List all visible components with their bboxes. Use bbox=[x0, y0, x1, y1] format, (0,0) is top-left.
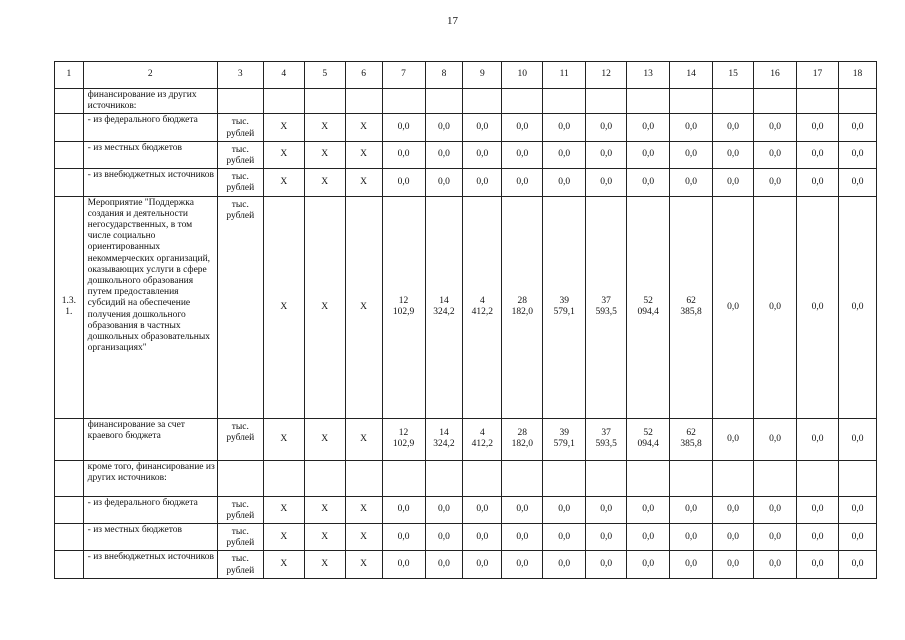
table-cell: 12 102,9 bbox=[382, 196, 425, 418]
column-header: 14 bbox=[670, 62, 713, 89]
table-cell: 0,0 bbox=[586, 114, 627, 141]
row-unit: тыс. рублей bbox=[217, 196, 263, 418]
table-cell: 28 182,0 bbox=[502, 418, 543, 460]
table-cell: 0,0 bbox=[382, 169, 425, 196]
table-cell: 0,0 bbox=[627, 496, 670, 523]
row-unit bbox=[217, 460, 263, 496]
column-header: 18 bbox=[839, 62, 877, 89]
row-number bbox=[55, 114, 84, 141]
table-cell: 0,0 bbox=[839, 114, 877, 141]
row-number bbox=[55, 496, 84, 523]
table-cell: 28 182,0 bbox=[502, 196, 543, 418]
table-row bbox=[55, 551, 877, 578]
table-cell: Х bbox=[345, 114, 382, 141]
table-cell: Х bbox=[263, 169, 304, 196]
table-cell: 0,0 bbox=[754, 496, 797, 523]
table-cell: Х bbox=[263, 418, 304, 460]
table-cell: 0,0 bbox=[713, 196, 754, 418]
table-cell: 0,0 bbox=[543, 496, 586, 523]
table-cell: 0,0 bbox=[670, 496, 713, 523]
column-header: 8 bbox=[425, 62, 463, 89]
table-cell: Х bbox=[304, 496, 345, 523]
table-cell: 0,0 bbox=[502, 551, 543, 578]
table-cell: Х bbox=[345, 196, 382, 418]
column-header: 3 bbox=[217, 62, 263, 89]
table-cell: Х bbox=[345, 524, 382, 551]
table-cell: Х bbox=[345, 496, 382, 523]
table-row bbox=[55, 460, 877, 496]
row-number bbox=[55, 169, 84, 196]
row-unit: тыс. рублей bbox=[217, 169, 263, 196]
row-description: - из внебюджетных источников bbox=[83, 551, 217, 578]
table-cell bbox=[463, 460, 502, 496]
table-cell: 0,0 bbox=[797, 114, 839, 141]
table-cell: 62 385,8 bbox=[670, 418, 713, 460]
table-cell: 62 385,8 bbox=[670, 196, 713, 418]
table-cell: 0,0 bbox=[797, 141, 839, 168]
table-cell: Х bbox=[345, 551, 382, 578]
column-header: 12 bbox=[586, 62, 627, 89]
table-cell: 4 412,2 bbox=[463, 418, 502, 460]
table-cell: Х bbox=[304, 141, 345, 168]
column-header: 1 bbox=[55, 62, 84, 89]
table-cell: 37 593,5 bbox=[586, 196, 627, 418]
table-cell: 0,0 bbox=[797, 169, 839, 196]
table-cell bbox=[586, 89, 627, 114]
table-cell: 0,0 bbox=[754, 524, 797, 551]
table-cell bbox=[839, 89, 877, 114]
table-cell bbox=[713, 460, 754, 496]
table-cell bbox=[670, 460, 713, 496]
table-cell: 0,0 bbox=[382, 524, 425, 551]
table-cell bbox=[627, 460, 670, 496]
table-cell: Х bbox=[345, 169, 382, 196]
table-cell: 0,0 bbox=[713, 496, 754, 523]
table-cell: 0,0 bbox=[425, 169, 463, 196]
table-cell bbox=[345, 89, 382, 114]
table-cell bbox=[627, 89, 670, 114]
table-cell bbox=[713, 89, 754, 114]
table-cell: 0,0 bbox=[425, 524, 463, 551]
table-cell: 0,0 bbox=[463, 496, 502, 523]
table-cell: 39 579,1 bbox=[543, 418, 586, 460]
table-cell: 0,0 bbox=[463, 114, 502, 141]
row-number: 1.3. 1. bbox=[55, 196, 84, 418]
table-row bbox=[55, 496, 877, 523]
table-row bbox=[55, 141, 877, 168]
row-number bbox=[55, 418, 84, 460]
table-cell: 0,0 bbox=[463, 551, 502, 578]
table-cell bbox=[425, 89, 463, 114]
table-cell: 0,0 bbox=[382, 551, 425, 578]
table-cell: 0,0 bbox=[543, 551, 586, 578]
table-cell bbox=[304, 89, 345, 114]
table-cell: 0,0 bbox=[839, 551, 877, 578]
table-cell bbox=[586, 460, 627, 496]
table-cell bbox=[263, 89, 304, 114]
table-row bbox=[55, 524, 877, 551]
table-cell: 14 324,2 bbox=[425, 196, 463, 418]
table-cell: 0,0 bbox=[425, 551, 463, 578]
column-header: 9 bbox=[463, 62, 502, 89]
table-cell: 0,0 bbox=[713, 169, 754, 196]
column-header: 7 bbox=[382, 62, 425, 89]
table-cell: 0,0 bbox=[586, 496, 627, 523]
table-cell: 0,0 bbox=[586, 551, 627, 578]
table-cell: 0,0 bbox=[543, 169, 586, 196]
table-cell: Х bbox=[345, 141, 382, 168]
row-unit: тыс. рублей bbox=[217, 524, 263, 551]
row-description: Мероприятие "Поддержка создания и деятельности негосударственных, в том числе социально ориентированных некоммерческих организаций, оказывающих услуги в сфере дошкольного образования путем предоставления субсидий на обеспечение получения дошкольного образования в частных дошкольных образовательных организациях" bbox=[83, 196, 217, 418]
table-cell bbox=[382, 89, 425, 114]
table-cell: 0,0 bbox=[425, 141, 463, 168]
row-unit: тыс. рублей bbox=[217, 551, 263, 578]
row-number bbox=[55, 460, 84, 496]
row-unit: тыс. рублей bbox=[217, 496, 263, 523]
table-cell: 0,0 bbox=[382, 141, 425, 168]
row-unit bbox=[217, 89, 263, 114]
budget-table bbox=[54, 61, 877, 579]
table-cell: 0,0 bbox=[754, 141, 797, 168]
table-cell: 0,0 bbox=[425, 114, 463, 141]
table-cell bbox=[463, 89, 502, 114]
table-cell bbox=[502, 89, 543, 114]
page-number: 17 bbox=[447, 15, 458, 27]
table-cell: Х bbox=[263, 114, 304, 141]
row-description: - из внебюджетных источников bbox=[83, 169, 217, 196]
table-cell: 0,0 bbox=[502, 114, 543, 141]
table-cell: 0,0 bbox=[754, 551, 797, 578]
table-cell: 0,0 bbox=[839, 524, 877, 551]
table-cell: 0,0 bbox=[463, 524, 502, 551]
table-cell bbox=[797, 89, 839, 114]
row-number bbox=[55, 524, 84, 551]
row-description: - из местных бюджетов bbox=[83, 141, 217, 168]
table-cell: Х bbox=[304, 196, 345, 418]
column-header: 6 bbox=[345, 62, 382, 89]
column-header: 13 bbox=[627, 62, 670, 89]
table-cell: Х bbox=[263, 551, 304, 578]
table-cell: 0,0 bbox=[713, 114, 754, 141]
table-cell: 0,0 bbox=[713, 418, 754, 460]
row-number bbox=[55, 551, 84, 578]
table-cell: Х bbox=[304, 551, 345, 578]
row-description: кроме того, финансирование из других источников: bbox=[83, 460, 217, 496]
row-description: - из федерального бюджета bbox=[83, 496, 217, 523]
table-cell: 0,0 bbox=[839, 418, 877, 460]
column-header: 15 bbox=[713, 62, 754, 89]
table-cell: Х bbox=[263, 496, 304, 523]
table-cell: 0,0 bbox=[382, 496, 425, 523]
table-cell: 0,0 bbox=[670, 524, 713, 551]
table-cell: 0,0 bbox=[670, 141, 713, 168]
table-row bbox=[55, 89, 877, 114]
table-cell: 0,0 bbox=[463, 141, 502, 168]
table-cell: 0,0 bbox=[502, 496, 543, 523]
table-cell: 0,0 bbox=[670, 169, 713, 196]
row-unit: тыс. рублей bbox=[217, 114, 263, 141]
table-cell: 0,0 bbox=[713, 524, 754, 551]
table-cell: 0,0 bbox=[670, 551, 713, 578]
row-number bbox=[55, 89, 84, 114]
table-cell: 52 094,4 bbox=[627, 418, 670, 460]
table-cell: 0,0 bbox=[797, 196, 839, 418]
table-cell: 0,0 bbox=[627, 551, 670, 578]
table-cell: 0,0 bbox=[502, 524, 543, 551]
table-cell: 0,0 bbox=[754, 169, 797, 196]
column-header: 17 bbox=[797, 62, 839, 89]
table-cell: 0,0 bbox=[586, 169, 627, 196]
row-description: - из федерального бюджета bbox=[83, 114, 217, 141]
table-cell: 0,0 bbox=[502, 141, 543, 168]
header-row bbox=[55, 62, 877, 89]
table-cell: 52 094,4 bbox=[627, 196, 670, 418]
row-description: финансирование из других источников: bbox=[83, 89, 217, 114]
table-cell: 0,0 bbox=[502, 169, 543, 196]
table-cell: 0,0 bbox=[543, 524, 586, 551]
table-cell: 0,0 bbox=[586, 524, 627, 551]
column-header: 4 bbox=[263, 62, 304, 89]
table-cell bbox=[263, 460, 304, 496]
table-cell: 0,0 bbox=[543, 114, 586, 141]
table-cell: 0,0 bbox=[797, 418, 839, 460]
row-description: финансирование за счет краевого бюджета bbox=[83, 418, 217, 460]
table-cell: 0,0 bbox=[754, 114, 797, 141]
table-cell: Х bbox=[263, 141, 304, 168]
table-cell: 0,0 bbox=[797, 496, 839, 523]
table-cell bbox=[754, 89, 797, 114]
table-cell: Х bbox=[263, 524, 304, 551]
table-cell: Х bbox=[304, 114, 345, 141]
table-row bbox=[55, 196, 877, 418]
table-cell bbox=[345, 460, 382, 496]
table-cell: Х bbox=[304, 524, 345, 551]
table-row bbox=[55, 114, 877, 141]
table-cell: 0,0 bbox=[839, 141, 877, 168]
table-cell bbox=[502, 460, 543, 496]
column-header: 5 bbox=[304, 62, 345, 89]
table-cell: 0,0 bbox=[797, 551, 839, 578]
table-cell: 37 593,5 bbox=[586, 418, 627, 460]
table-cell bbox=[543, 89, 586, 114]
table-cell bbox=[425, 460, 463, 496]
table-cell: 0,0 bbox=[754, 418, 797, 460]
table-cell: 14 324,2 bbox=[425, 418, 463, 460]
table-cell: 0,0 bbox=[543, 141, 586, 168]
table-cell bbox=[797, 460, 839, 496]
table-cell bbox=[839, 460, 877, 496]
table-cell bbox=[382, 460, 425, 496]
table-cell: 0,0 bbox=[586, 141, 627, 168]
row-unit: тыс. рублей bbox=[217, 418, 263, 460]
table-cell: 0,0 bbox=[839, 169, 877, 196]
table-cell bbox=[543, 460, 586, 496]
table-cell bbox=[670, 89, 713, 114]
table-cell: 12 102,9 bbox=[382, 418, 425, 460]
table-cell: Х bbox=[345, 418, 382, 460]
table-cell: 0,0 bbox=[382, 114, 425, 141]
table-cell: 0,0 bbox=[627, 169, 670, 196]
table-cell: Х bbox=[263, 196, 304, 418]
table-cell: 0,0 bbox=[839, 196, 877, 418]
table-cell: 0,0 bbox=[670, 114, 713, 141]
column-header: 2 bbox=[83, 62, 217, 89]
table-row bbox=[55, 418, 877, 460]
table-cell: Х bbox=[304, 418, 345, 460]
table-cell: 0,0 bbox=[627, 114, 670, 141]
table-cell: 0,0 bbox=[713, 141, 754, 168]
table-cell: 0,0 bbox=[797, 524, 839, 551]
table-cell: 0,0 bbox=[463, 169, 502, 196]
table-cell: Х bbox=[304, 169, 345, 196]
table-cell: 0,0 bbox=[713, 551, 754, 578]
row-description: - из местных бюджетов bbox=[83, 524, 217, 551]
table-cell: 0,0 bbox=[627, 141, 670, 168]
table-cell bbox=[754, 460, 797, 496]
row-unit: тыс. рублей bbox=[217, 141, 263, 168]
table-cell: 4 412,2 bbox=[463, 196, 502, 418]
table-cell: 0,0 bbox=[627, 524, 670, 551]
column-header: 10 bbox=[502, 62, 543, 89]
table-cell: 0,0 bbox=[839, 496, 877, 523]
row-number bbox=[55, 141, 84, 168]
column-header: 16 bbox=[754, 62, 797, 89]
table-row bbox=[55, 169, 877, 196]
table-cell bbox=[304, 460, 345, 496]
table-cell: 0,0 bbox=[754, 196, 797, 418]
table-cell: 39 579,1 bbox=[543, 196, 586, 418]
column-header: 11 bbox=[543, 62, 586, 89]
table-cell: 0,0 bbox=[425, 496, 463, 523]
